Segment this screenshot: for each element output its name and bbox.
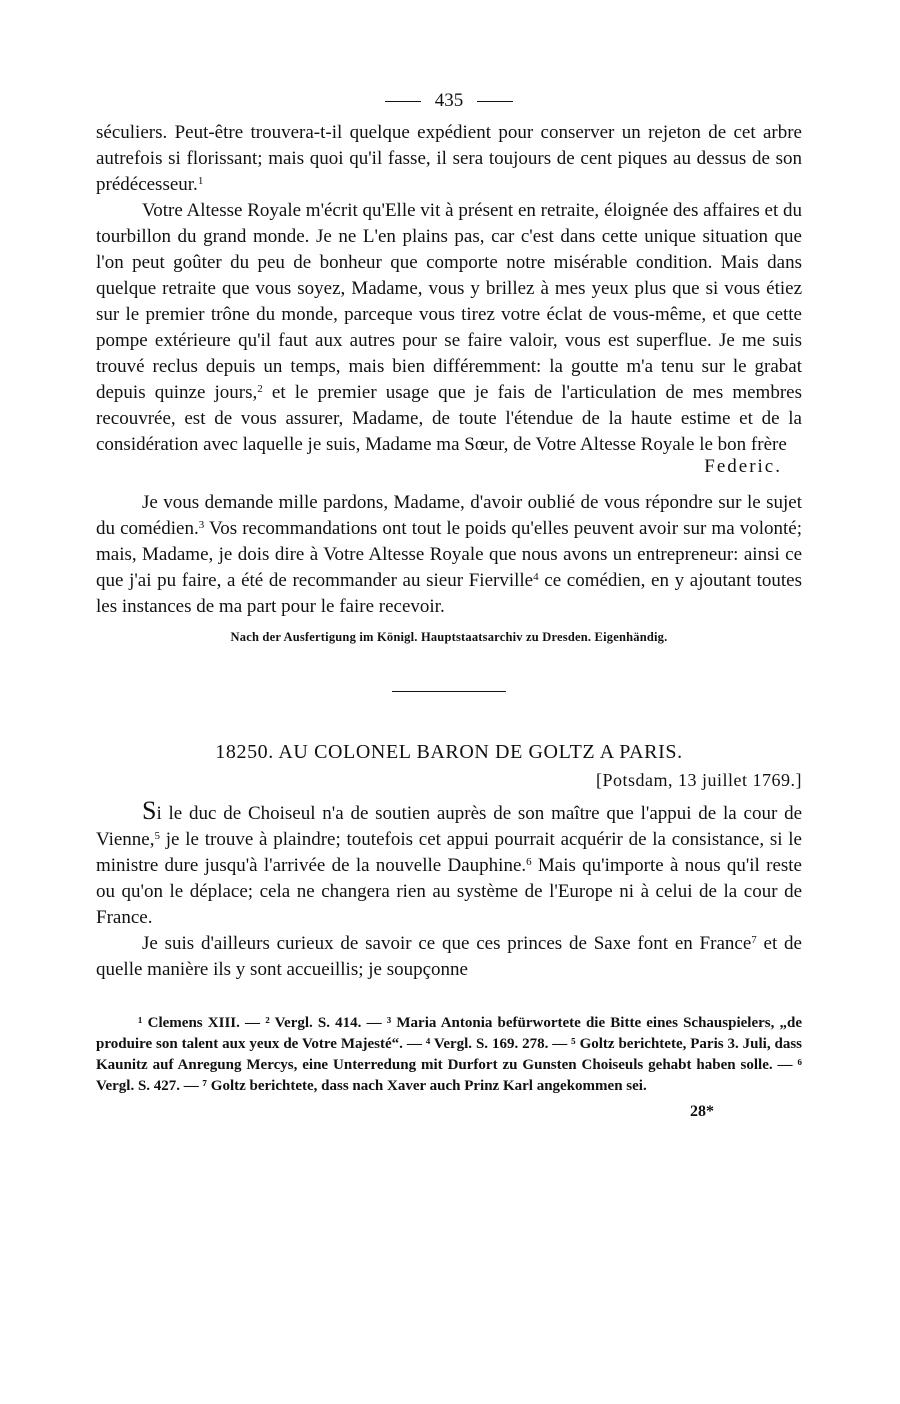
postscript-text-b: Vos recommandations ont tout le poids qu'elles peuvent avoir sur ma volonté; mais, Madame, je dois dire à Votre Altesse Royale que nous avons un entrepreneur: ainsi ce que j'ai pu faire, a été de recommander au sieur Fierville [96, 518, 802, 591]
postscript-text-c: ce comédien, en y ajoutant toutes les instances de ma part pour le faire recevoir. [96, 570, 803, 617]
letter-paragraph-text-b: et le premier usage que je fais de l'articulation de mes membres recouvrée, est de vous assurer, Madame, de toute l'étendue de la haute estime et de la considération avec laquelle je suis, Madame ma Sœur, de Votre Altesse Royale le bon frère [96, 382, 802, 455]
letter-body-text-b: je le trouve à plaindre; toutefois cet appui pourrait acquérir de la consistance, si le ministre dure jusqu'à l'arrivée de la nouvelle Dauphine. [96, 829, 802, 876]
footnote-ref-7: 7 [751, 934, 757, 946]
footnote-ref-2: 2 [257, 383, 263, 395]
footnote-ref-1: 1 [197, 175, 204, 187]
continuation-text: séculiers. Peut-être trouvera-t-il quelque expédient pour conserver un rejeton de cet arbre autrefois si florissant; mais quoi qu'il fasse, il sera toujours de cent piques au dessus de son prédécesseur. [96, 122, 802, 195]
footnotes [96, 1013, 802, 1097]
letter-paragraph [96, 198, 802, 458]
page-number: 435 [434, 90, 464, 111]
source-note: Nach der Ausfertigung im Königl. Hauptstaatsarchiv zu Dresden. Eigenhändig. [230, 630, 668, 644]
postscript-paragraph [96, 490, 802, 620]
footnote-ref-6: 6 [526, 856, 532, 868]
signature: Federic. [704, 456, 782, 477]
drop-cap: S [142, 796, 157, 825]
postscript-text-a: Je vous demande mille pardons, Madame, d'avoir oublié de vous répondre sur le sujet du comédien. [96, 492, 802, 539]
letter-date: [Potsdam, 13 juillet 1769.] [596, 770, 802, 790]
section-divider [392, 691, 506, 692]
page-header [96, 88, 802, 114]
book-page [96, 88, 802, 1121]
signature-mark: 28* [690, 1103, 714, 1120]
continuation-paragraph [96, 120, 802, 198]
letter-body-text-d: Je suis d'ailleurs curieux de savoir ce que ces princes de Saxe font en France [142, 933, 752, 954]
footnote-ref-3: 3 [198, 519, 205, 531]
header-dash-left [385, 101, 421, 102]
letter-body-text-c: Mais qu'importe à nous qu'il reste ou qu'on le déplace; cela ne changera rien au système de l'Europe ni à celui de la cour de France. [96, 855, 802, 928]
letter-body-text-e: et de quelle manière ils y sont accueillis; je soupçonne [96, 933, 802, 980]
letter-body-paragraph-1 [96, 798, 802, 931]
letter-title: 18250. AU COLONEL BARON DE GOLTZ A PARIS. [215, 741, 683, 763]
letter-paragraph-text: Votre Altesse Royale m'écrit qu'Elle vit à présent en retraite, éloignée des affaires et du tourbillon du grand monde. Je ne L'en plains pas, car c'est dans cette unique situation que l'on peut goûter du peu de bonheur que comporte notre misérable condition. Mais dans quelque retraite que vous soyez, Madame, vous y brillez à mes yeux plus que si vous étiez sur le premier trône du monde, parceque vous tirez votre éclat de vous-même, et que cette pompe extérieure qu'il faut aux autres pour se faire valoir, vous est superflue. Je me suis trouvé reclus depuis un temps, mais bien différemment: la goutte m'a tenu sur le grabat depuis quinze jours, [96, 200, 802, 403]
footnote-ref-5: 5 [154, 830, 160, 842]
letter-body-paragraph-2 [96, 931, 802, 983]
footnote-ref-4: 4 [533, 571, 539, 583]
letter-body-text-a: i le duc de Choiseul n'a de soutien auprès de son maître que l'appui de la cour de Vienne, [96, 803, 802, 850]
header-dash-right [477, 101, 513, 102]
footnotes-text: ¹ Clemens XIII. — ² Vergl. S. 414. — ³ Maria Antonia befürwortete die Bitte eines Schauspielers, „de produire son talent aux yeux de Votre Majesté“. — ⁴ Vergl. S. 169. 278. — ⁵ Goltz berichtete, Paris 3. Juli, dass Kaunitz auf Anregung Mercys, eine Unterredung mit Durfort zu Gunsten Choiseuls gehabt haben solle. — ⁶ Vergl. S. 427. — ⁷ Goltz berichtete, dass nach Xaver auch Prinz Karl angekommen sei. [96, 1015, 802, 1094]
